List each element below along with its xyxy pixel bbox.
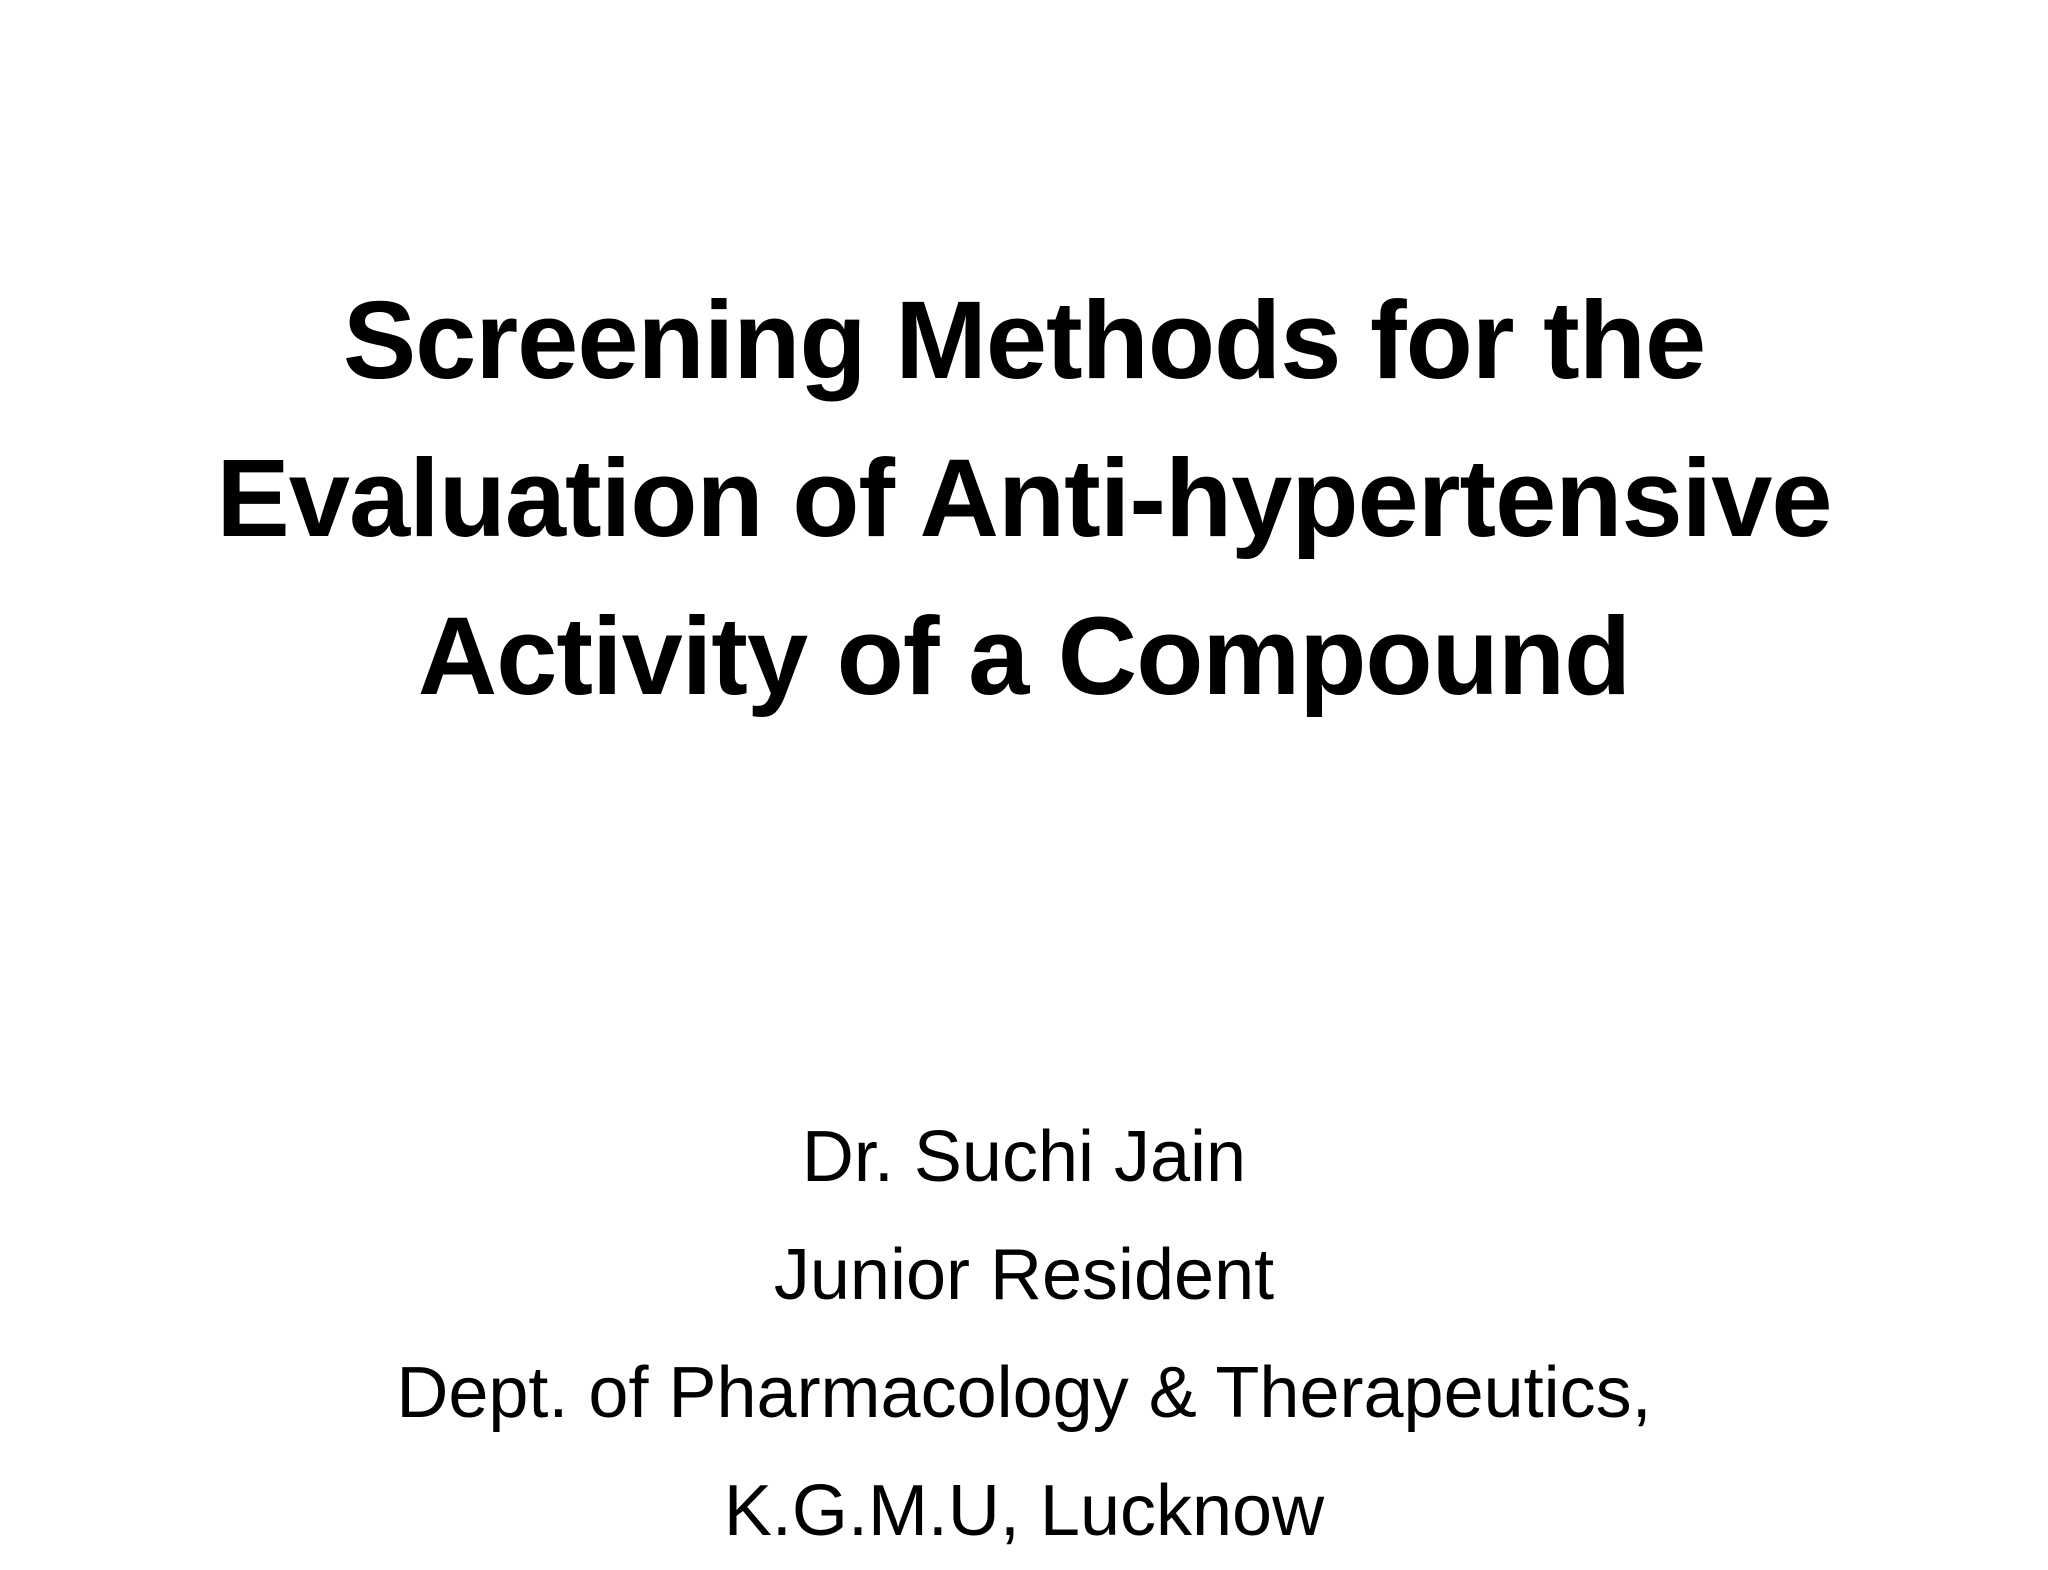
title-line-2: Evaluation of Anti-hypertensive	[216, 437, 1832, 560]
slide-subtitle	[200, 1098, 1848, 1570]
author-name: Dr. Suchi Jain	[801, 1117, 1247, 1197]
author-position: Junior Resident	[773, 1235, 1275, 1315]
author-institution: K.G.M.U, Lucknow	[723, 1471, 1325, 1551]
title-line-3: Activity of a Compound	[417, 595, 1631, 718]
slide-title	[150, 262, 1898, 736]
author-department: Dept. of Pharmacology & Therapeutics,	[396, 1353, 1652, 1433]
title-line-1: Screening Methods for the	[342, 279, 1706, 402]
